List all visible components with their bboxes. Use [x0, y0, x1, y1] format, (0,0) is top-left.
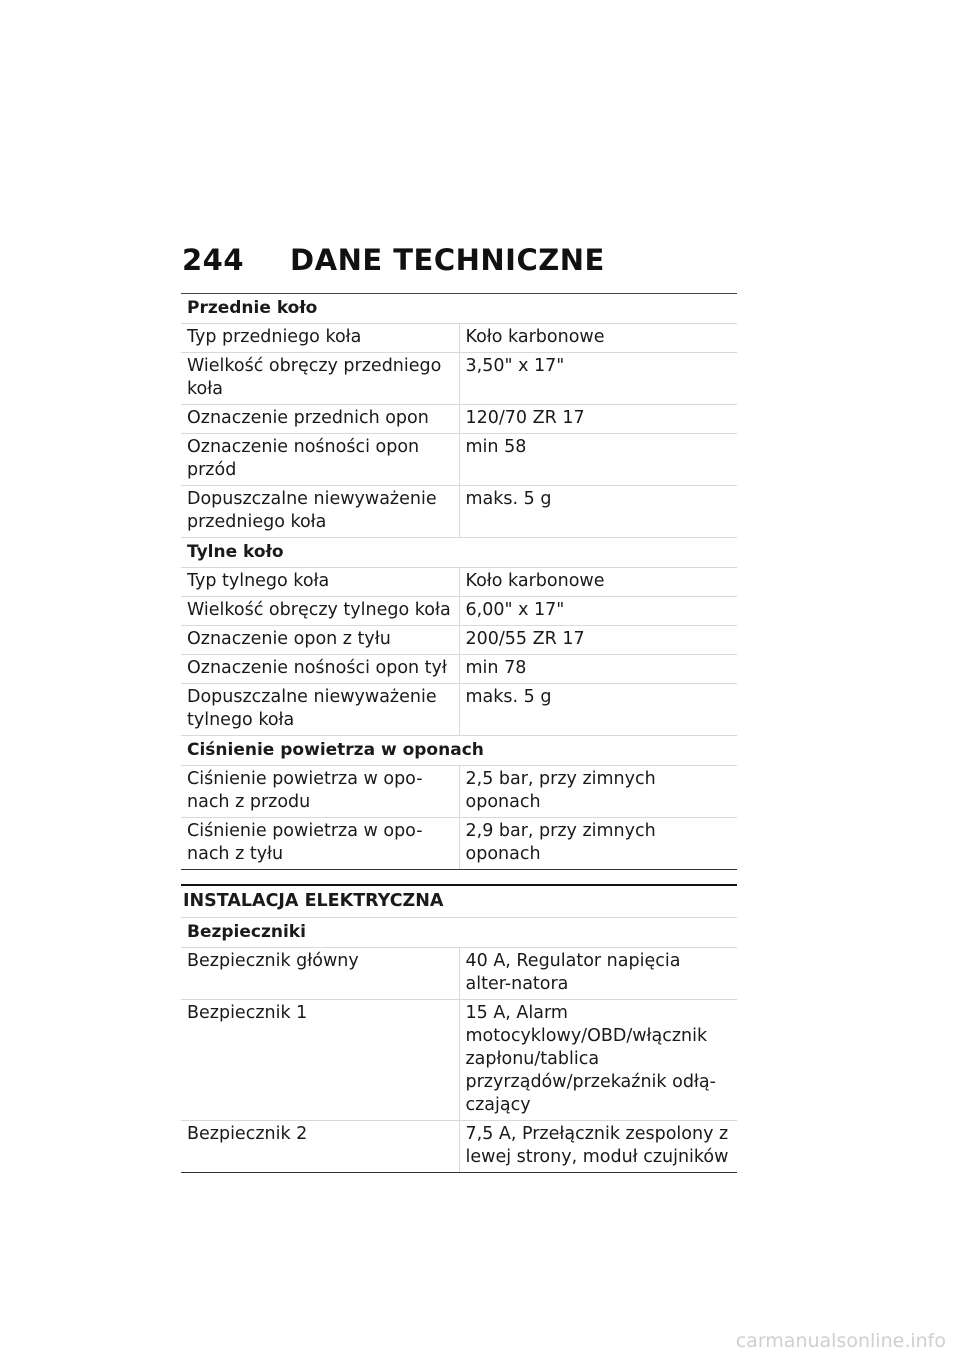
spec-value: 15 A, Alarm motocyklowy/OBD/włącznik zapłonu/tablica przyrządów/przekaźnik odłą-czający [459, 1000, 737, 1121]
spec-value: 7,5 A, Przełącznik zespolony z lewej strony, moduł czujników [459, 1121, 737, 1173]
spec-value: 2,5 bar, przy zimnych oponach [459, 766, 737, 818]
chapter-heading: INSTALACJA ELEKTRYCZNA [181, 884, 737, 917]
spec-value: maks. 5 g [459, 486, 737, 538]
spec-label: Oznaczenie nośności opon przód [181, 434, 459, 486]
table-row [181, 655, 737, 684]
spec-label: Ciśnienie powietrza w opo-nach z tyłu [181, 818, 459, 870]
page-title: DANE TECHNICZNE [290, 243, 605, 277]
table-row [181, 766, 737, 818]
spec-label: Bezpiecznik główny [181, 948, 459, 1000]
table-row [181, 597, 737, 626]
spec-value: 200/55 ZR 17 [459, 626, 737, 655]
spec-label: Dopuszczalne niewyważenie przedniego koła [181, 486, 459, 538]
spec-value: 2,9 bar, przy zimnych oponach [459, 818, 737, 870]
spec-label: Oznaczenie przednich opon [181, 405, 459, 434]
table-row [181, 626, 737, 655]
spec-label: Oznaczenie opon z tyłu [181, 626, 459, 655]
table-row [181, 324, 737, 353]
table-row [181, 818, 737, 870]
spec-value: Koło karbonowe [459, 568, 737, 597]
page-header [182, 240, 605, 280]
spec-label: Bezpiecznik 2 [181, 1121, 459, 1173]
table-row [181, 405, 737, 434]
section-tire-pressure [181, 736, 737, 766]
spec-content [181, 293, 737, 1173]
table-row [181, 1121, 737, 1173]
fuses-spec-table [181, 917, 737, 1173]
wheels-spec-table [181, 293, 737, 870]
spec-value: 40 A, Regulator napięcia alter-natora [459, 948, 737, 1000]
section-rear-wheel [181, 538, 737, 568]
spec-value: 3,50" x 17" [459, 353, 737, 405]
spec-value: min 78 [459, 655, 737, 684]
spec-value: 120/70 ZR 17 [459, 405, 737, 434]
section-heading: Tylne koło [181, 538, 737, 568]
section-heading: Przednie koło [181, 294, 737, 324]
table-row [181, 486, 737, 538]
spec-label: Dopuszczalne niewyważenie tylnego koła [181, 684, 459, 736]
section-heading: Bezpieczniki [181, 918, 737, 948]
spec-label: Wielkość obręczy przedniego koła [181, 353, 459, 405]
spec-label: Typ przedniego koła [181, 324, 459, 353]
spec-label: Typ tylnego koła [181, 568, 459, 597]
table-row [181, 434, 737, 486]
section-front-wheel [181, 294, 737, 324]
spec-value: Koło karbonowe [459, 324, 737, 353]
spec-label: Oznaczenie nośności opon tył [181, 655, 459, 684]
table-row [181, 684, 737, 736]
table-row [181, 948, 737, 1000]
section-heading: Ciśnienie powietrza w oponach [181, 736, 737, 766]
spec-label: Ciśnienie powietrza w opo-nach z przodu [181, 766, 459, 818]
page-number: 244 [182, 243, 245, 277]
spec-value: 6,00" x 17" [459, 597, 737, 626]
spec-value: maks. 5 g [459, 684, 737, 736]
table-row [181, 568, 737, 597]
table-row [181, 1000, 737, 1121]
watermark: carmanualsonline.info [735, 1330, 946, 1352]
spec-label: Bezpiecznik 1 [181, 1000, 459, 1121]
section-fuses [181, 918, 737, 948]
spec-value: min 58 [459, 434, 737, 486]
spec-label: Wielkość obręczy tylnego koła [181, 597, 459, 626]
table-row [181, 353, 737, 405]
